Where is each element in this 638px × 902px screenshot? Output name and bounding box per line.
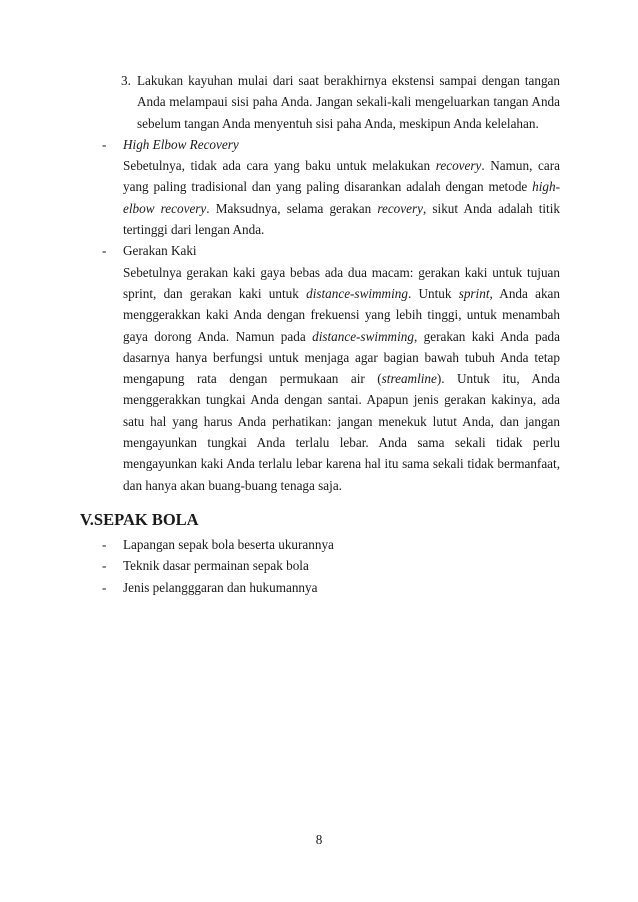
bullet-dash: - [102,243,107,259]
item-text: Lakukan kayuhan mulai dari saat berakhirnya ekstensi sampai dengan tangan Anda melampaui sisi paha Anda. Jangan sekali-kali mengeluarkan tangan Anda sebelum tangan Anda menyentuh sisi paha Anda, meskipun Anda kelelahan. [137,73,560,131]
list-item [102,534,560,555]
list-item-text: Lapangan sepak bola beserta ukurannya [123,536,334,552]
text-run: Sebetulnya gerakan kaki gaya bebas ada dua macam: gerakan kaki untuk tujuan sprint, dan gerakan kaki untuk [123,264,560,301]
section-list [0,534,638,598]
bullet-paragraph [123,155,560,240]
list-item-text: Jenis pelangggaran dan hukumannya [123,579,318,595]
bullet-heading: High Elbow Recovery [123,136,239,152]
bullet-dash: - [102,579,107,595]
italic-run: recovery [435,158,482,174]
section-heading: V.SEPAK BOLA [80,509,199,529]
bullet-heading: Gerakan Kaki [123,243,197,259]
italic-run: streamline [381,371,437,387]
text-run: . Maksudnya, selama gerakan [206,200,378,216]
text-run: , Anda akan menggerakkan kaki Anda dengan frekuensi yang lebih tinggi, untuk menambah gaya dorong Anda. Namun pada [123,285,561,344]
numbered-item-3 [121,70,560,134]
bullet-high-elbow-recovery [102,134,560,240]
italic-run: distance-swimming [312,328,414,344]
bullet-dash: - [102,136,107,152]
bullet-dash: - [102,558,107,574]
italic-run: high-elbow recovery [123,179,560,216]
item-number: 3. [121,73,131,88]
text-run: Sebetulnya, tidak ada cara yang baku untuk melakukan [123,158,436,174]
italic-run: distance-swimming [306,285,408,301]
text-run: . Untuk [407,285,459,301]
text-run: ). Untuk itu, Anda menggerakkan tungkai Anda dengan santai. Apapun jenis gerakan kakinya, ada satu hal yang harus Anda perhatikan: jangan menekuk lutut Anda, dan jangan mengayunkan tungkai Anda terlalu lebar. Anda sama sekali tidak perlu mengayunkan kaki Anda terlalu lebar karena hal itu sama sekali tidak bermanfaat, dan hanya akan buang-buang tenaga saja. [123,371,560,493]
text-run: , gerakan kaki Anda pada dasarnya hanya berfungsi untuk menjaga agar bagian bawah tubuh Anda tetap mengapung rata dengan permukaan air ( [123,328,560,387]
text-run: , sikut Anda adalah titik tertinggi dari lengan Anda. [123,200,560,238]
text-run: . Namun, cara yang paling tradisional dan yang paling disarankan adalah dengan metode [123,158,560,195]
page-content [0,70,638,598]
list-item [102,555,560,576]
bullet-gerakan-kaki [102,240,561,496]
list-item-text: Teknik dasar permainan sepak bola [123,558,309,574]
list-item [102,577,560,598]
bullet-paragraph [123,262,560,496]
page-number: 8 [315,832,323,847]
bullet-dash: - [102,536,107,552]
italic-run: recovery [377,200,423,216]
italic-run: sprint [458,285,490,301]
